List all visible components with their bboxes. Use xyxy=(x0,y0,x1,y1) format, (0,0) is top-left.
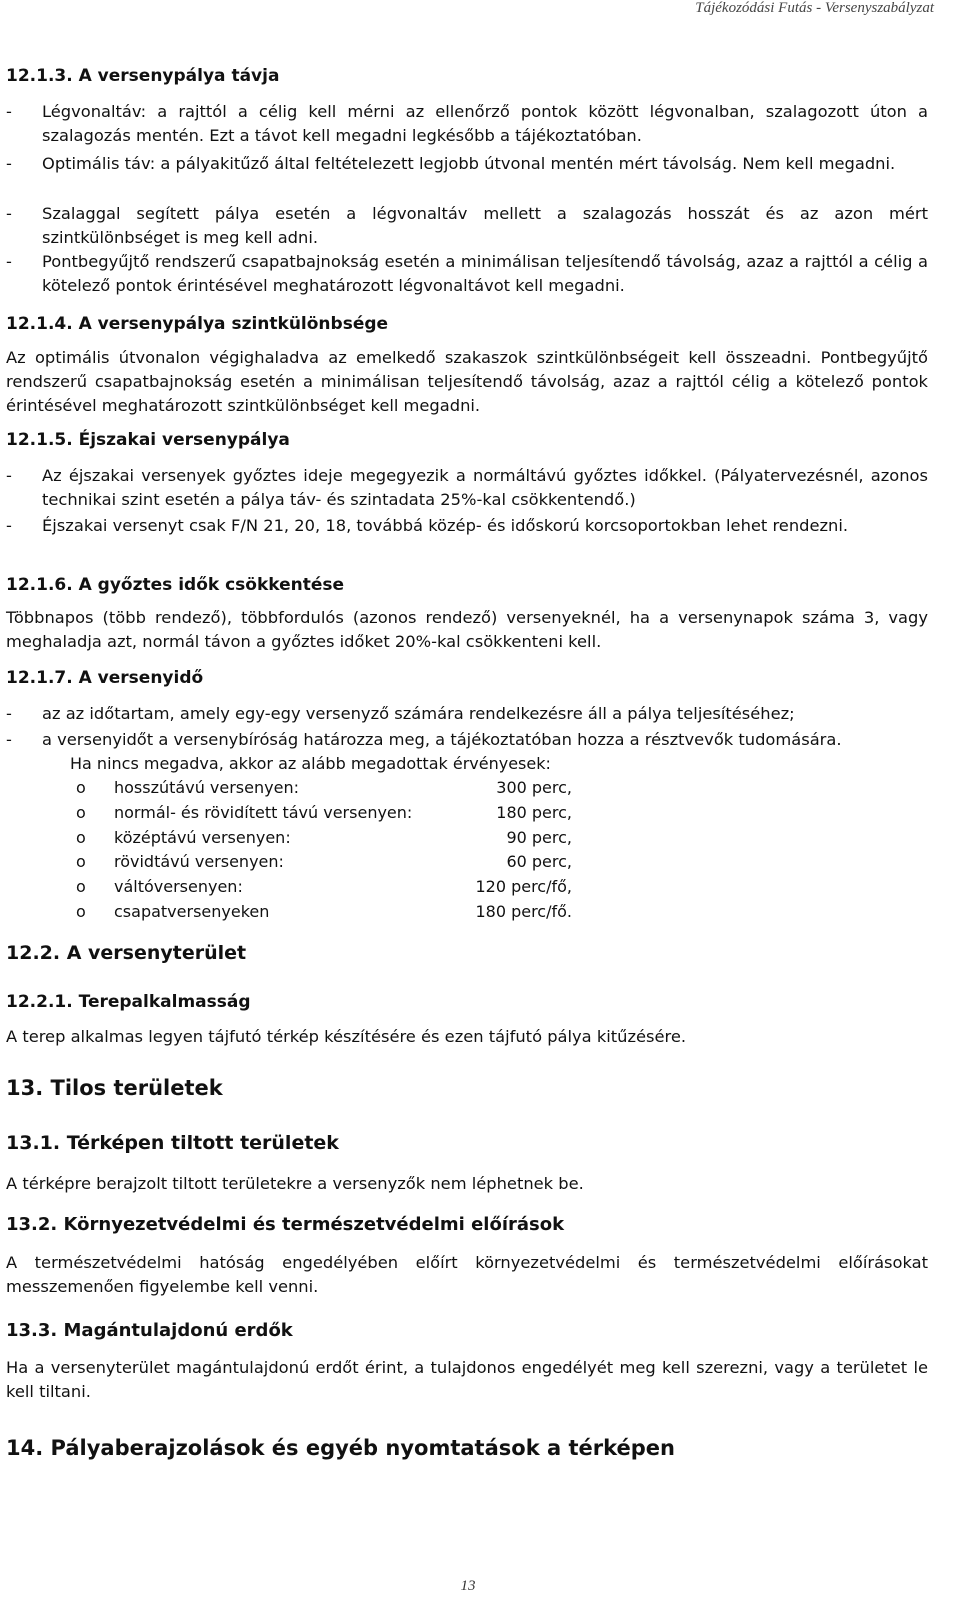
list-item-text: Az éjszakai versenyek győztes ideje megegyezik a normáltávú győztes időkkel. (Pályatervezésnél, azonos technikai szint esetén a pálya táv- és szintadata 25%-kal csökkentendő.) xyxy=(42,466,928,509)
default-label: hosszútávú versenyen: xyxy=(114,778,299,797)
list-item xyxy=(6,728,928,752)
list-item-text: a versenyidőt a versenybíróság határozza meg, a tájékoztatóban hozza a résztvevők tudomására. xyxy=(42,730,842,749)
heading-12-2-1: 12.2.1. Terepalkalmasság xyxy=(6,992,251,1012)
list-item xyxy=(6,202,928,250)
heading-14: 14. Pályaberajzolások és egyéb nyomtatások a térképen xyxy=(6,1436,675,1460)
list-item-text: Pontbegyűjtő rendszerű csapatbajnokság esetén a minimálisan teljesítendő távolság, azaz a rajttól a célig a kötelező pontok érintésével meghatározott légvonaltávot kell megadni. xyxy=(42,252,928,295)
running-header: Tájékozódási Futás - Versenyszabályzat xyxy=(695,0,934,16)
default-label: rövidtávú versenyen: xyxy=(114,852,284,871)
default-value: 90 perc, xyxy=(506,828,572,847)
list-item xyxy=(6,250,928,298)
default-label: normál- és rövidített távú versenyen: xyxy=(114,803,413,822)
list-item xyxy=(6,702,928,726)
default-label: csapatversenyeken xyxy=(114,902,270,921)
heading-13-1: 13.1. Térképen tiltott területek xyxy=(6,1132,339,1154)
paragraph: A terep alkalmas legyen tájfutó térkép készítésére és ezen tájfutó pálya kitűzésére. xyxy=(6,1027,687,1046)
list-dash: - xyxy=(6,516,12,535)
list-item-text: Éjszakai versenyt csak F/N 21, 20, 18, továbbá közép- és időskorú korcsoportokban lehet rendezni. xyxy=(42,516,849,535)
paragraph: A természetvédelmi hatóság engedélyében előírt környezetvédelmi és természetvédelmi előírásokat messzemenően figyelembe kell venni. xyxy=(6,1253,928,1296)
default-value: 60 perc, xyxy=(506,852,572,871)
list-dash: - xyxy=(6,102,12,121)
list-dash: - xyxy=(6,704,12,723)
list-item xyxy=(6,464,928,512)
heading-12-1-6: 12.1.6. A győztes idők csökkentése xyxy=(6,575,345,595)
list-dash: - xyxy=(6,466,12,485)
paragraph: Többnapos (több rendező), többfordulós (azonos rendező) versenyeknél, ha a versenynapok száma 3, vagy meghaladja azt, normál távon a győztes időket 20%-kal csökkenteni kell. xyxy=(6,608,928,651)
heading-12-1-3: 12.1.3. A versenypálya távja xyxy=(6,66,280,86)
heading-13-2: 13.2. Környezetvédelmi és természetvédelmi előírások xyxy=(6,1214,565,1235)
list-dash: - xyxy=(6,204,12,223)
heading-12-1-7: 12.1.7. A versenyidő xyxy=(6,668,204,688)
list-item xyxy=(6,152,928,176)
default-label: váltóversenyen: xyxy=(114,877,243,896)
defaults-intro: Ha nincs megadva, akkor az alább megadottak érvényesek: xyxy=(70,754,551,773)
default-value: 120 perc/fő, xyxy=(475,877,572,896)
list-item-text: az az időtartam, amely egy-egy versenyző számára rendelkezésre áll a pálya teljesítéséhez; xyxy=(42,704,795,723)
list-dash: - xyxy=(6,154,12,173)
list-item-text: Optimális táv: a pályakitűző által feltételezett legjobb útvonal mentén mért távolság. Nem kell megadni. xyxy=(42,154,896,173)
list-bullet: o xyxy=(76,852,86,871)
list-item-text: Légvonaltáv: a rajttól a célig kell mérni az ellenőrző pontok között légvonalban, szalagozott úton a szalagozás mentén. Ezt a távot kell megadni legkésőbb a tájékoztatóban. xyxy=(42,102,928,145)
list-bullet: o xyxy=(76,803,86,822)
default-value: 180 perc, xyxy=(496,803,572,822)
list-item xyxy=(6,514,928,538)
heading-13-3: 13.3. Magántulajdonú erdők xyxy=(6,1320,293,1341)
heading-13: 13. Tilos területek xyxy=(6,1076,223,1100)
list-dash: - xyxy=(6,252,12,271)
paragraph: Az optimális útvonalon végighaladva az emelkedő szakaszok szintkülönbségeit kell összeadni. Pontbegyűjtő rendszerű csapatbajnokság esetén a minimálisan teljesítendő távolság, azaz a rajttól célig a kötelező pontok érintésével meghatározott szintkülönbséget kell megadni. xyxy=(6,348,928,415)
heading-12-1-5: 12.1.5. Éjszakai versenypálya xyxy=(6,430,290,450)
list-bullet: o xyxy=(76,778,86,797)
list-item-text: Szalaggal segített pálya esetén a légvonaltáv mellett a szalagozás hosszát és az azon mért szintkülönbséget is meg kell adni. xyxy=(42,204,928,247)
list-bullet: o xyxy=(76,902,86,921)
heading-12-1-4: 12.1.4. A versenypálya szintkülönbsége xyxy=(6,314,389,334)
default-value: 300 perc, xyxy=(496,778,572,797)
paragraph: Ha a versenyterület magántulajdonú erdőt érint, a tulajdonos engedélyét meg kell szerezni, vagy a területet le kell tiltani. xyxy=(6,1358,928,1401)
page-number: 13 xyxy=(460,1578,476,1594)
list-dash: - xyxy=(6,730,12,749)
list-bullet: o xyxy=(76,828,86,847)
default-value: 180 perc/fő. xyxy=(475,902,572,921)
heading-12-2: 12.2. A versenyterület xyxy=(6,942,247,964)
list-item xyxy=(6,100,928,148)
list-bullet: o xyxy=(76,877,86,896)
default-label: középtávú versenyen: xyxy=(114,828,291,847)
paragraph: A térképre berajzolt tiltott területekre a versenyzők nem léphetnek be. xyxy=(6,1174,584,1193)
